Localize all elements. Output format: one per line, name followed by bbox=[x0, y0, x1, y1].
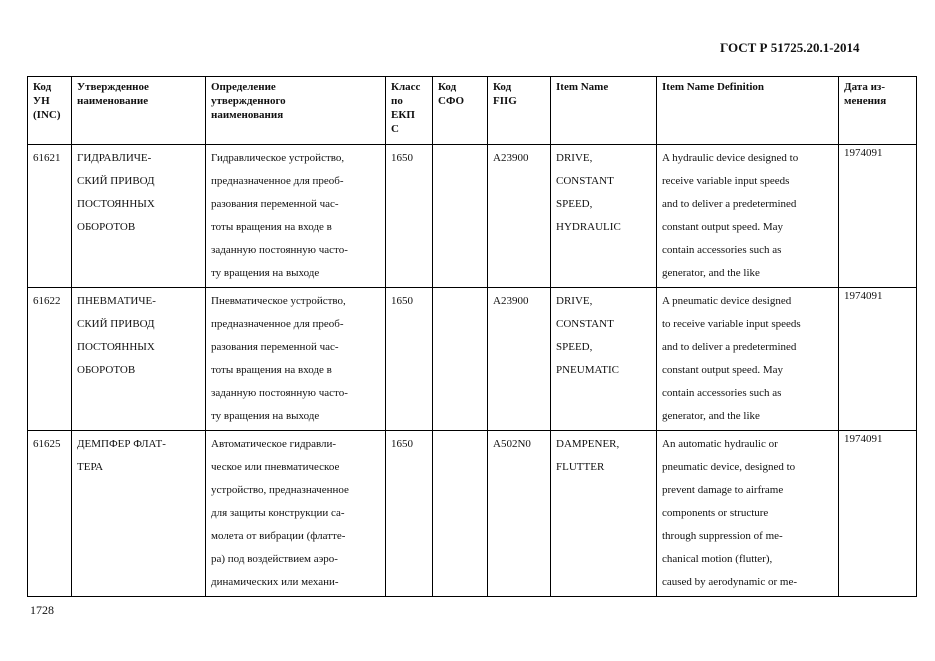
cell-class: 1650 bbox=[386, 145, 433, 288]
cell-sfo bbox=[433, 145, 488, 288]
cell-definition: Гидравлическое устройство, предназначенное для преоб- разования переменной час- тоты вращения на входе в заданную постоянную часто- ту вращения на выходе bbox=[206, 145, 386, 288]
cell-inc: 61625 bbox=[28, 431, 72, 597]
registry-table bbox=[27, 76, 917, 597]
cell-definition: Автоматическое гидравли- ческое или пневматическое устройство, предназначенное для защиты конструкции са- молета от вибрации (флатте- ра) под воздействием аэро- динамических или механи- bbox=[206, 431, 386, 597]
header-class: Класс по ЕКП С bbox=[386, 77, 433, 145]
cell-item-definition: An automatic hydraulic or pneumatic device, designed to prevent damage to airframe components or structure through suppression of me- chanical motion (flutter), caused by aerodynamic or me- bbox=[657, 431, 839, 597]
cell-class: 1650 bbox=[386, 431, 433, 597]
cell-date: 1974091 bbox=[839, 145, 917, 288]
cell-approved-name: ДЕМПФЕР ФЛАТ- ТЕРА bbox=[72, 431, 206, 597]
cell-inc: 61622 bbox=[28, 288, 72, 431]
cell-date: 1974091 bbox=[839, 288, 917, 431]
cell-approved-name: ПНЕВМАТИЧЕ- СКИЙ ПРИВОД ПОСТОЯННЫХ ОБОРОТОВ bbox=[72, 288, 206, 431]
cell-sfo bbox=[433, 431, 488, 597]
table-row bbox=[28, 288, 917, 431]
cell-item-definition: A pneumatic device designed to receive variable input speeds and to deliver a predetermined constant output speed. May contain accessories such as generator, and the like bbox=[657, 288, 839, 431]
cell-sfo bbox=[433, 288, 488, 431]
cell-item-definition: A hydraulic device designed to receive variable input speeds and to deliver a predetermined constant output speed. May contain accessories such as generator, and the like bbox=[657, 145, 839, 288]
cell-definition: Пневматическое устройство, предназначенное для преоб- разования переменной час- тоты вращения на входе в заданную постоянную часто- ту вращения на выходе bbox=[206, 288, 386, 431]
table-row bbox=[28, 145, 917, 288]
cell-item-name: DRIVE, CONSTANT SPEED, HYDRAULIC bbox=[551, 145, 657, 288]
header-date: Дата из- менения bbox=[839, 77, 917, 145]
table-header-row bbox=[28, 77, 917, 145]
header-item-definition: Item Name Definition bbox=[657, 77, 839, 145]
page-number: 1728 bbox=[30, 603, 54, 617]
header-inc: Код УН (INC) bbox=[28, 77, 72, 145]
cell-item-name: DRIVE, CONSTANT SPEED, PNEUMATIC bbox=[551, 288, 657, 431]
document-standard-title: ГОСТ Р 51725.20.1-2014 bbox=[720, 40, 860, 55]
cell-inc: 61621 bbox=[28, 145, 72, 288]
cell-fiig: A502N0 bbox=[488, 431, 551, 597]
header-fiig: Код FIIG bbox=[488, 77, 551, 145]
header-approved-name: Утвержденное наименование bbox=[72, 77, 206, 145]
cell-date: 1974091 bbox=[839, 431, 917, 597]
cell-item-name: DAMPENER, FLUTTER bbox=[551, 431, 657, 597]
cell-fiig: A23900 bbox=[488, 145, 551, 288]
cell-class: 1650 bbox=[386, 288, 433, 431]
cell-approved-name: ГИДРАВЛИЧЕ- СКИЙ ПРИВОД ПОСТОЯННЫХ ОБОРОТОВ bbox=[72, 145, 206, 288]
header-item-name: Item Name bbox=[551, 77, 657, 145]
table-row bbox=[28, 431, 917, 597]
header-definition: Определение утвержденного наименования bbox=[206, 77, 386, 145]
cell-fiig: A23900 bbox=[488, 288, 551, 431]
header-sfo: Код СФО bbox=[433, 77, 488, 145]
